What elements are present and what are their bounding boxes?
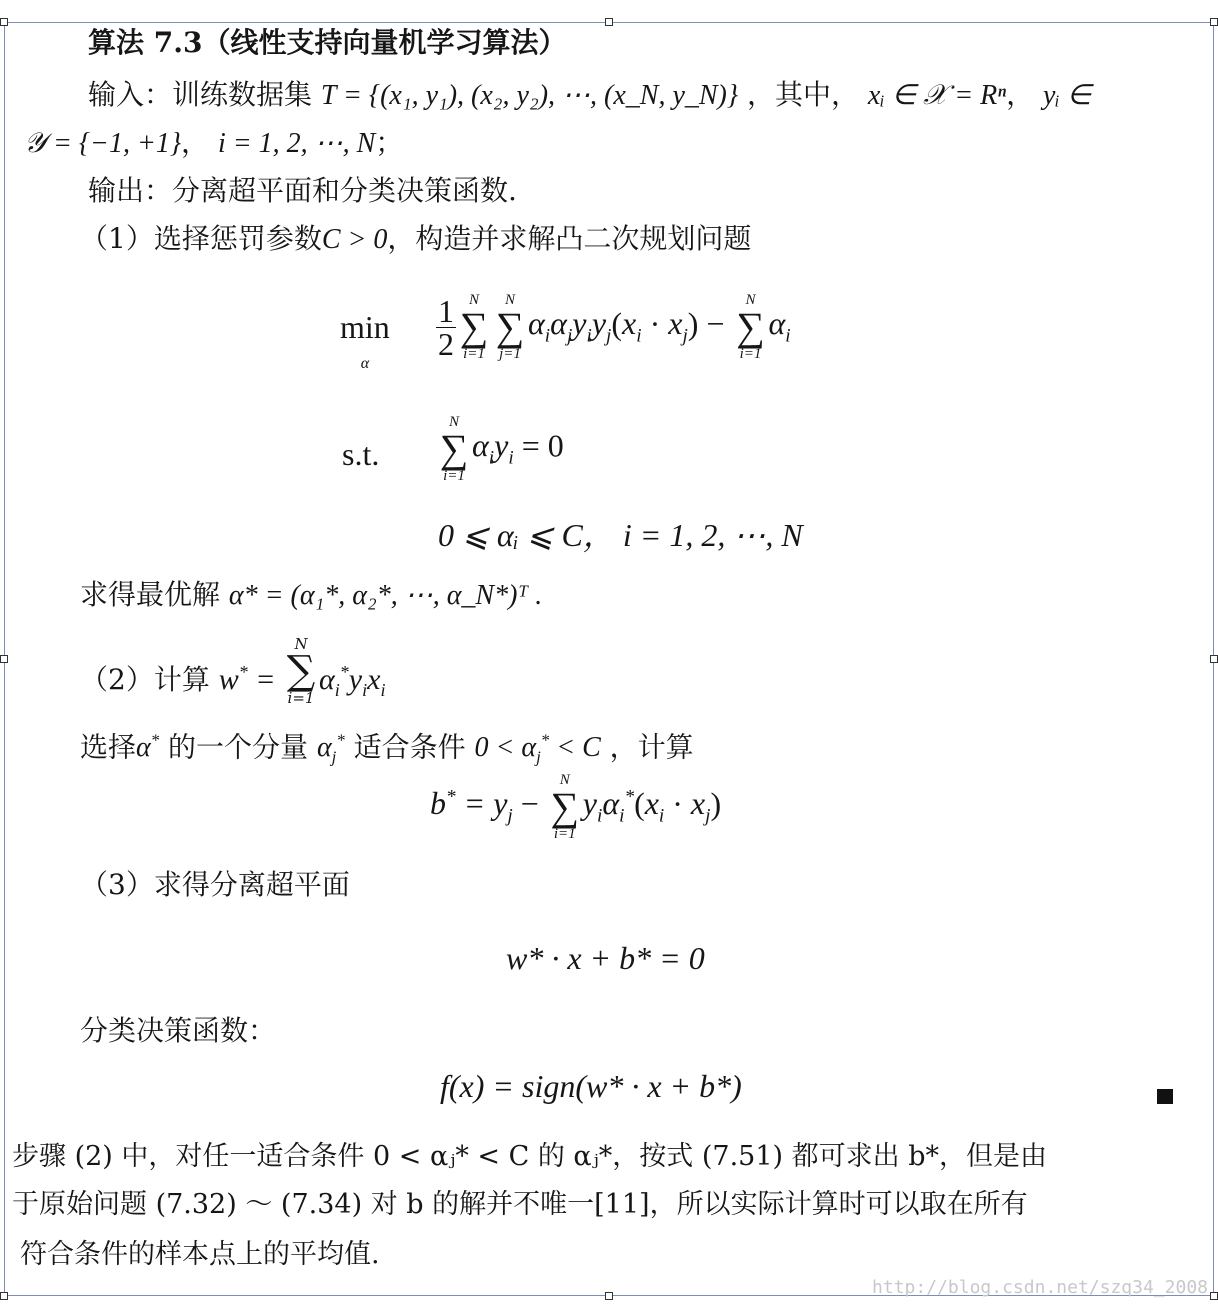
input-y-domain-b: 𝒴 = {−1, +1} bbox=[24, 128, 182, 159]
watermark: http://blog.csdn.net/szq34_2008 bbox=[872, 1277, 1208, 1298]
optimal-text: 求得最优解 bbox=[80, 578, 221, 611]
half-fraction: $\frac{1}{2}$ bbox=[438, 292, 454, 362]
sum-i: N ∑ i=1 bbox=[459, 292, 489, 362]
note-line-1: 步骤 (2) 中，对任一适合条件 0 < αⱼ* < C 的 αⱼ*，按式 (7.51) 都可求出 b*，但是由 bbox=[12, 1141, 1048, 1172]
note-line-3: 符合条件的样本点上的平均值. bbox=[20, 1239, 380, 1270]
resize-handle-top[interactable] bbox=[605, 18, 613, 26]
decision-function: f(x) = sign(w* · x + b*) bbox=[440, 1068, 742, 1104]
resize-handle-bottom-left[interactable] bbox=[0, 1292, 8, 1300]
min-operator bbox=[340, 309, 390, 379]
input-where: ，其中， bbox=[746, 78, 859, 111]
resize-handle-bottom[interactable] bbox=[605, 1292, 613, 1300]
resize-handle-top-left[interactable] bbox=[0, 18, 8, 26]
input-line-2: 𝒴 = {−1, +1}， i = 1, 2, ⋯, N； bbox=[24, 126, 404, 159]
input-set: T = {(x₁, y₁), (x₂, y₂), ⋯, (x_N, y_N)} bbox=[320, 80, 739, 111]
optimal-expr: α* = (α₁*, α₂*, ⋯, α_N*)ᵀ . bbox=[228, 580, 543, 611]
objective-function: $\frac{1}{2}$ N ∑ i=1 N ∑ j=1 $\alpha_i\alpha_jy_iy_j(x_i \cdot x_j)$ − N ∑ i=1 $\alpha_i$ bbox=[438, 292, 791, 362]
constraint-2: 0 ⩽ αᵢ ⩽ C， i = 1, 2, ⋯, N bbox=[438, 517, 803, 553]
resize-handle-right[interactable] bbox=[1210, 655, 1218, 663]
choose-line: 选择α* 的一个分量 $\alpha_j^*$ 适合条件 $0 < \alpha_j^* < C$ ，计算 bbox=[80, 730, 694, 767]
sum-j: N ∑ j=1 bbox=[495, 292, 525, 362]
min-subscript: α bbox=[360, 355, 370, 372]
resize-handle-bottom-right[interactable] bbox=[1210, 1292, 1218, 1300]
output-line: 输出：分离超平面和分类决策函数. bbox=[88, 174, 517, 207]
resize-handle-top-right[interactable] bbox=[1210, 18, 1218, 26]
choose-mid2: 适合条件 bbox=[353, 730, 466, 764]
step2-text: （2）计算 bbox=[80, 663, 210, 696]
choose-end: ，计算 bbox=[609, 730, 694, 764]
step1-text: （1）选择惩罚参数 bbox=[80, 222, 322, 255]
input-line: 输入：训练数据集 T = {(x₁, y₁), (x₂, y₂), ⋯, (x_N, y_N)} ，其中， xᵢ ∈ 𝒳 = Rⁿ， yᵢ ∈ bbox=[88, 78, 1092, 111]
constraint-1: N ∑ i=1 $\alpha_iy_i = 0$ bbox=[436, 414, 564, 484]
algorithm-title: 算法 7.3（线性支持向量机学习算法） bbox=[88, 26, 567, 59]
input-y-domain-a: yᵢ ∈ bbox=[1042, 80, 1092, 111]
end-of-proof-mark bbox=[1157, 1089, 1173, 1104]
step1-rest: ，构造并求解凸二次规划问题 bbox=[387, 222, 752, 255]
b-formula: $b^* = y_j$ − N ∑ i=1 $y_i\alpha_i^*(x_i \cdot x_j)$ bbox=[430, 772, 722, 842]
input-label: 输入：训练数据集 bbox=[88, 78, 313, 111]
step2-line: （2）计算 w* = N ∑ i=1 $\alpha_i^*y_ix_i$ bbox=[80, 635, 386, 707]
optimal-line bbox=[80, 578, 542, 613]
choose-mid: 的一个分量 bbox=[168, 730, 309, 764]
sum-constraint: N ∑ i=1 bbox=[439, 414, 469, 484]
min-label: min bbox=[340, 309, 390, 345]
sum-b: N ∑ i=1 bbox=[550, 772, 580, 842]
note-line-2: 于原始问题 (7.32) ～ (7.34) 对 b 的解并不唯一[11]，所以实际计算时可以取在所有 bbox=[12, 1189, 1028, 1220]
step1-line bbox=[80, 222, 751, 257]
step1-cond: C > 0 bbox=[321, 224, 388, 255]
hyperplane-equation: w* · x + b* = 0 bbox=[506, 940, 705, 976]
st-label: s.t. bbox=[342, 436, 380, 472]
input-index: i = 1, 2, ⋯, N bbox=[217, 128, 376, 159]
sum-i-2: N ∑ i=1 bbox=[736, 292, 765, 362]
input-x-domain: xᵢ ∈ 𝒳 = Rⁿ bbox=[867, 80, 1007, 111]
step3-line: （3）求得分离超平面 bbox=[80, 868, 350, 901]
resize-handle-left[interactable] bbox=[0, 655, 8, 663]
decision-label: 分类决策函数： bbox=[80, 1014, 277, 1047]
choose-text: 选择 bbox=[80, 730, 137, 764]
sum-w: N ∑ i=1 bbox=[286, 635, 316, 707]
